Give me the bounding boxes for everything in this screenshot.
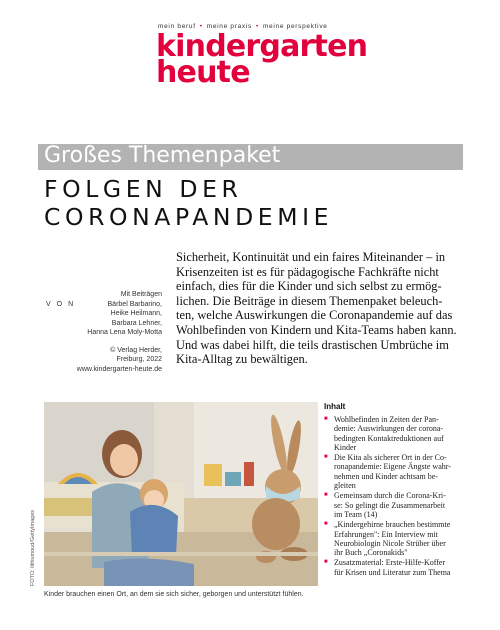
bullet-icon: ■ <box>324 559 328 566</box>
theme-label: Großes Themenpaket <box>44 143 281 168</box>
toc-item[interactable] <box>324 520 472 557</box>
intro-line: einfach, dies für die Kinder und sich selbst zu ermög- <box>176 279 442 294</box>
brand-line-1: kindergarten <box>156 29 368 64</box>
photo-caption: Kinder brauchen einen Ort, an dem sie sich sicher, geborgen und unterstützt fühlen. <box>44 591 304 598</box>
credits-author: Hanna Lena Moly-Motta <box>87 329 162 336</box>
tagline-perspektive: meine perspektive <box>262 23 328 30</box>
intro-line: Sicherheit, Kontinuität und ein faires Miteinander – in <box>176 250 446 264</box>
photo-credit: FOTO: lithiumoud/GettyImages <box>30 509 36 586</box>
toc-line: „Kindergehirne brauchen bestimmte <box>334 520 451 530</box>
credits-author: Barbara Lehner, <box>111 319 162 327</box>
toc-line: Erfahrungen": Ein Interview mit <box>334 529 438 539</box>
credits-author: Bärbel Barbarino, <box>107 300 162 308</box>
toc-line: im Team (14) <box>334 509 378 519</box>
toc-item[interactable] <box>324 558 472 577</box>
toc-line: Neurobiologin Nicole Strüber über <box>334 538 446 548</box>
intro-line: Wohlbefinden von Kindern und Kita-Teams haben kann. <box>176 322 457 337</box>
copyright-line: Freiburg, 2022 <box>116 356 162 363</box>
toc-item[interactable] <box>324 491 472 519</box>
toc-line: se: So gelingt die Zusammenarbeit <box>334 500 446 510</box>
toc-line: ronapandemie: Eigene Ängste wahr- <box>334 462 451 472</box>
intro-line: Kita-Alltag zu bewältigen. <box>176 352 308 367</box>
intro-line: Und was dabei hilft, die teils drastischen Umbrüche im <box>176 337 449 352</box>
author-credits <box>40 290 162 374</box>
intro-line: Krisenzeiten ist es für pädagogische Fachkräfte nicht <box>176 264 439 279</box>
bullet-icon: ■ <box>324 416 328 422</box>
toc-line: demie: Auswirkungen der corona- <box>334 424 444 434</box>
credits-von: VON <box>46 300 80 308</box>
website-link[interactable]: www.kindergarten-heute.de <box>76 365 162 373</box>
intro-line: lichen. Die Beiträge in diesem Themenpaket beleuch- <box>176 293 443 308</box>
bullet-icon: ■ <box>324 521 328 528</box>
toc-line: Gemeinsam durch die Corona-Kri- <box>334 491 446 501</box>
tagline-praxis: meine praxis <box>206 23 252 30</box>
toc-line: bedingten Kontaktreduktionen auf <box>334 433 444 443</box>
brand-line-2: heute <box>156 55 250 90</box>
tagline-dot: • <box>199 23 203 30</box>
tagline-dot: • <box>255 23 259 30</box>
toc-line: nehmen und Kinder achtsam be- <box>334 471 438 481</box>
intro-line: ten, welche Auswirkungen die Coronapandemie auf das <box>176 308 453 323</box>
toc-line: für Krisen und Literatur zum Thema <box>334 567 451 577</box>
bullet-icon: ■ <box>324 454 328 461</box>
toc-line: gleiten <box>334 481 356 491</box>
brand-logo <box>156 29 368 90</box>
headline-line-2: CORONAPANDEMIE <box>44 203 334 231</box>
hero-photo <box>44 402 318 586</box>
toc-line: Wohlbefinden in Zeiten der Pan- <box>334 415 439 424</box>
toc-line: Die Kita als sicherer Ort in der Co- <box>334 453 447 463</box>
headline-line-1: FOLGEN DER <box>44 175 243 203</box>
credits-intro: Mit Beiträgen <box>120 291 162 298</box>
toc-line: Kinder <box>334 442 357 452</box>
page-headline <box>44 175 333 231</box>
toc-item[interactable] <box>324 453 472 490</box>
credits-author: Heike Heilmann, <box>110 310 162 317</box>
toc-line: ihr Buch „Coronakids" <box>334 548 408 558</box>
toc-item[interactable] <box>324 415 472 452</box>
table-of-contents <box>324 402 472 578</box>
copyright-line: © Verlag Herder, <box>110 346 162 354</box>
tagline-beruf: mein beruf <box>158 23 196 30</box>
toc-line: Zusatzmaterial: Erste-Hilfe-Koffer <box>334 558 446 568</box>
bullet-icon: ■ <box>324 492 328 499</box>
intro-paragraph <box>176 250 468 367</box>
toc-title: Inhalt <box>324 402 346 411</box>
